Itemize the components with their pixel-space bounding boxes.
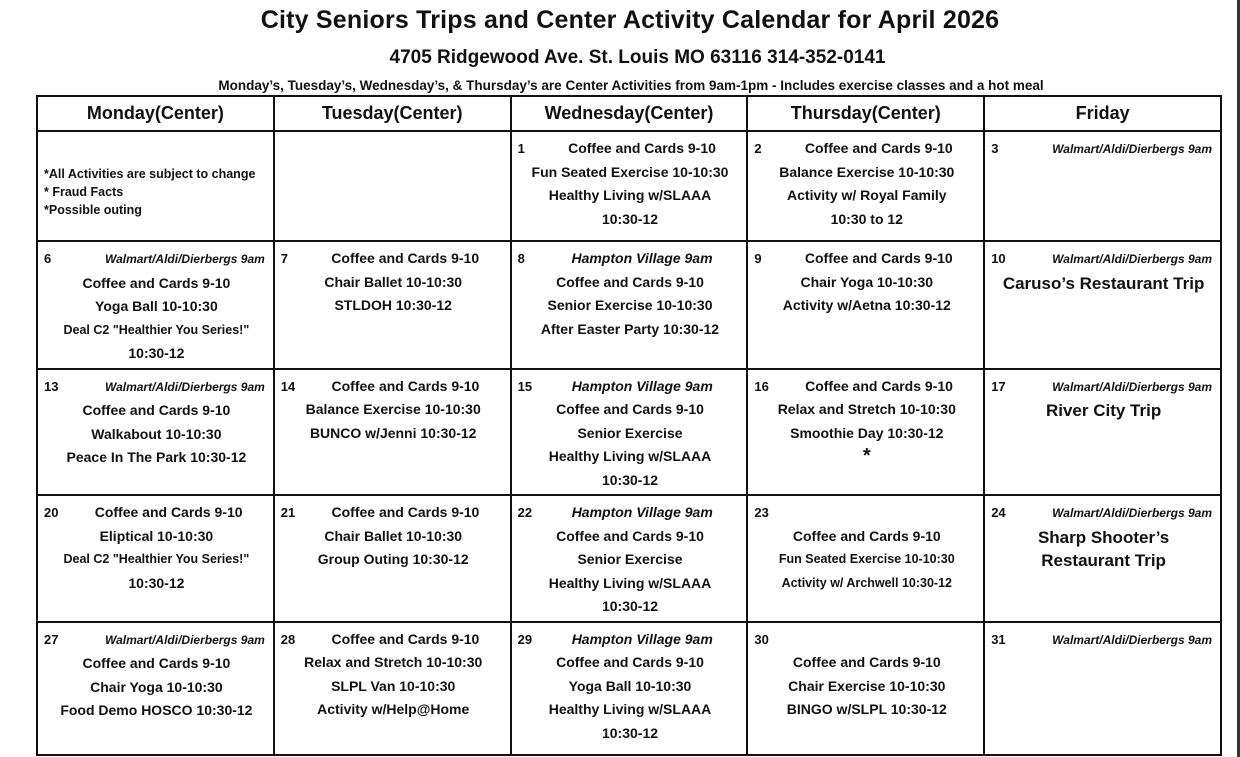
activity-line: Coffee and Cards 9-10 (82, 274, 231, 291)
grocery-trip-label: Walmart/Aldi/Dierbergs 9am (1052, 142, 1212, 156)
activity-line: Yoga Ball 10-10:30 (95, 298, 218, 314)
activity-line: Coffee and Cards 9-10 (792, 527, 941, 544)
cell-first-line (281, 375, 506, 399)
activity-line: 10:30-12 (128, 345, 185, 361)
day-cell (511, 241, 748, 369)
day-cell (747, 241, 984, 369)
cell-first-line (44, 628, 269, 653)
activity-line: BUNCO w/Jenni 10:30-12 (309, 424, 477, 441)
activity-line: Coffee and Cards 9-10 (556, 527, 704, 544)
activity-line: Coffee and Cards 9-10 (331, 504, 480, 520)
activity-line: Activity w/ Archwell 10:30-12 (781, 575, 953, 590)
day-cell (984, 622, 1221, 755)
calendar-table (36, 95, 1222, 756)
cell-first-line (518, 628, 743, 652)
activity-line: Chair Exercise 10-10:30 (788, 677, 946, 694)
activity-line: Chair Yoga 10-10:30 (800, 273, 934, 290)
day-number: 31 (991, 631, 1006, 647)
day-number: 15 (517, 378, 533, 394)
activity-line: Activity w/Help@Home (317, 701, 470, 717)
cell-first-line (281, 501, 506, 525)
activity-line: 10:30 to 12 (830, 210, 903, 227)
activity-line: Coffee and Cards 9-10 (804, 140, 953, 156)
activity-line: Deal C2 "Healthier You Series!" (63, 322, 250, 337)
day-cell (37, 495, 274, 622)
day-cell (37, 369, 274, 496)
day-cell (274, 495, 511, 622)
activity-line: 10:30-12 (128, 574, 185, 591)
activity-line: Coffee and Cards 9-10 (331, 630, 480, 647)
activity-line: Relax and Stretch 10-10:30 (304, 654, 483, 670)
day-cell (37, 622, 274, 755)
day-number: 29 (517, 631, 533, 647)
day-cell (984, 241, 1221, 369)
cell-first-line (518, 501, 743, 525)
activity-line: Coffee and Cards 9-10 (805, 377, 953, 394)
activity-line: Coffee and Cards 9-10 (556, 273, 704, 290)
activity-line: 10:30-12 (601, 598, 659, 614)
note-line: *Possible outing (44, 203, 142, 217)
activity-line: After Easter Party 10:30-12 (540, 320, 720, 337)
grocery-trip-label: Walmart/Aldi/Dierbergs 9am (1052, 506, 1212, 520)
notes-block (44, 137, 269, 219)
cell-first-line (754, 628, 979, 652)
activity-line: Activity w/ Royal Family (787, 187, 947, 203)
trip-destination: Sharp Shooter’s (1037, 527, 1170, 547)
activity-line: Coffee and Cards 9-10 (556, 401, 704, 417)
cell-first-line (991, 628, 1216, 653)
cell-first-line (991, 375, 1216, 400)
activity-line: Coffee and Cards 9-10 (82, 655, 231, 671)
activity-line: Balance Exercise 10-10:30 (779, 163, 955, 180)
activity-line: Hampton Village 9am (571, 377, 713, 394)
cell-first-line (518, 375, 743, 399)
cell-first-line (754, 375, 979, 399)
cell-first-line (754, 137, 979, 161)
day-number: 20 (44, 505, 59, 520)
trip-destination: Caruso’s Restaurant Trip (1002, 273, 1205, 293)
day-cell (747, 369, 984, 496)
header-tuesday: Tuesday(Center) (274, 96, 511, 131)
cell-first-line (44, 247, 269, 272)
day-cell (511, 131, 748, 241)
activity-line: Chair Ballet 10-10:30 (324, 273, 463, 290)
grocery-trip-label: Walmart/Aldi/Dierbergs 9am (1052, 252, 1212, 266)
subtitle: Monday’s, Tuesday’s, Wednesday’s, & Thursday’s are Center Activities from 9am-1pm - Includes exercise classes and a hot meal (218, 78, 1044, 93)
cell-first-line (44, 375, 269, 400)
activity-line: Group Outing 10:30-12 (317, 551, 469, 567)
day-number: 28 (280, 631, 296, 647)
day-number: 24 (991, 505, 1006, 520)
header-friday: Friday (984, 96, 1221, 131)
header-wednesday: Wednesday(Center) (511, 96, 748, 131)
activity-line: Chair Ballet 10-10:30 (324, 527, 463, 544)
day-cell (274, 131, 511, 241)
activity-line: Walkabout 10-10:30 (91, 425, 222, 442)
page-title: City Seniors Trips and Center Activity Calendar for April 2026 (260, 6, 1000, 34)
day-number: 30 (754, 631, 769, 647)
weekday-header-row (37, 96, 1221, 131)
day-cell (747, 622, 984, 755)
activity-line: Deal C2 "Healthier You Series!" (63, 552, 250, 566)
day-number: 2 (754, 141, 762, 156)
cell-first-line (518, 137, 743, 161)
activity-line: 10:30-12 (601, 210, 659, 227)
day-number: 10 (991, 251, 1006, 266)
activity-line: Coffee and Cards 9-10 (82, 402, 231, 418)
activity-line: Healthy Living w/SLAAA (548, 448, 712, 464)
week-row (37, 369, 1221, 496)
day-number: 27 (44, 631, 59, 647)
week-row (37, 622, 1221, 755)
day-cell (274, 622, 511, 755)
header-thursday: Thursday(Center) (747, 96, 984, 131)
activity-line: Yoga Ball 10-10:30 (568, 677, 692, 694)
activity-line: SLPL Van 10-10:30 (331, 677, 456, 694)
activity-line: 10:30-12 (601, 471, 659, 488)
activity-line: Coffee and Cards 9-10 (556, 654, 704, 670)
day-number: 14 (280, 378, 296, 394)
activity-line: Fun Seated Exercise 10-10:30 (778, 552, 955, 566)
day-number: 9 (754, 251, 762, 266)
activity-line: Coffee and Cards 9-10 (568, 140, 716, 156)
week-row (37, 241, 1221, 369)
cell-first-line (518, 247, 743, 271)
day-cell (511, 622, 748, 755)
day-number: 23 (754, 505, 769, 520)
activity-line: Activity w/Aetna 10:30-12 (782, 297, 951, 313)
day-cell (511, 495, 748, 622)
activity-line: Hampton Village 9am (571, 630, 713, 647)
activity-line: Fun Seated Exercise 10-10:30 (531, 163, 729, 180)
activity-line: Coffee and Cards 9-10 (804, 250, 953, 266)
day-cell (747, 131, 984, 241)
cell-first-line (754, 501, 979, 525)
cell-first-line (281, 247, 506, 271)
cell-first-line (754, 247, 979, 271)
grocery-trip-label: Walmart/Aldi/Dierbergs 9am (1052, 632, 1212, 647)
day-cell (984, 495, 1221, 622)
cell-first-line (991, 501, 1216, 526)
week-row (37, 495, 1221, 622)
note-line: *All Activities are subject to change (44, 167, 256, 181)
activity-line: Healthy Living w/SLAAA (548, 574, 712, 591)
address-line: 4705 Ridgewood Ave. St. Louis MO 63116 314-352-0141 (389, 47, 886, 68)
activity-line: Coffee and Cards 9-10 (94, 504, 243, 520)
grocery-trip-label: Walmart/Aldi/Dierbergs 9am (1052, 379, 1212, 394)
note-line: * Fraud Facts (44, 185, 124, 199)
activity-line: Senior Exercise (577, 424, 683, 441)
activity-line: Relax and Stretch 10-10:30 (777, 401, 956, 417)
activity-line: Chair Yoga 10-10:30 (90, 678, 223, 695)
day-number: 1 (517, 141, 525, 156)
day-number: 22 (517, 505, 533, 520)
activity-line: Food Demo HOSCO 10:30-12 (60, 702, 253, 718)
activity-line: Healthy Living w/SLAAA (548, 701, 712, 717)
day-number: 13 (44, 378, 59, 394)
grocery-trip-label: Walmart/Aldi/Dierbergs 9am (104, 252, 265, 266)
day-cell (37, 241, 274, 369)
day-cell (274, 241, 511, 369)
cell-first-line (281, 628, 506, 652)
day-cell (511, 369, 748, 496)
day-cell (984, 369, 1221, 496)
day-number: 7 (280, 251, 289, 266)
day-number: 17 (991, 378, 1006, 394)
day-number: 8 (517, 251, 525, 266)
day-number: 16 (754, 378, 769, 394)
day-cell (747, 495, 984, 622)
week-row (37, 131, 1221, 241)
trip-destination: River City Trip (1045, 401, 1162, 420)
day-cell (274, 369, 511, 496)
trip-destination: Restaurant Trip (1041, 551, 1166, 570)
day-cell (984, 131, 1221, 241)
activity-line: Coffee and Cards 9-10 (792, 654, 941, 670)
activity-line: Healthy Living w/SLAAA (548, 187, 712, 203)
cell-first-line (991, 247, 1216, 272)
activity-line: Smoothie Day 10:30-12 (790, 424, 944, 441)
activity-line: Senior Exercise (577, 551, 683, 567)
activity-line: Peace In The Park 10:30-12 (66, 449, 247, 465)
grocery-trip-label: Walmart/Aldi/Dierbergs 9am (104, 632, 265, 647)
activity-line: * (862, 445, 871, 467)
day-cell (37, 131, 274, 241)
cell-first-line (44, 501, 269, 525)
activity-line: Senior Exercise 10-10:30 (547, 297, 713, 313)
day-number: 6 (44, 251, 52, 266)
activity-line: Coffee and Cards 9-10 (331, 250, 480, 266)
day-number: 21 (280, 505, 296, 520)
activity-line: Hampton Village 9am (571, 504, 713, 520)
activity-line: Coffee and Cards 9-10 (331, 377, 480, 394)
day-number: 3 (991, 141, 999, 156)
activity-line: Eliptical 10-10:30 (99, 527, 214, 544)
grocery-trip-label: Walmart/Aldi/Dierbergs 9am (104, 379, 265, 394)
activity-line: BINGO w/SLPL 10:30-12 (786, 701, 947, 717)
header-monday: Monday(Center) (37, 96, 274, 131)
cell-first-line (991, 137, 1216, 162)
activity-line: 10:30-12 (601, 724, 659, 741)
activity-line: Balance Exercise 10-10:30 (305, 401, 481, 417)
activity-line: Hampton Village 9am (571, 250, 713, 266)
activity-line: STLDOH 10:30-12 (334, 297, 452, 313)
